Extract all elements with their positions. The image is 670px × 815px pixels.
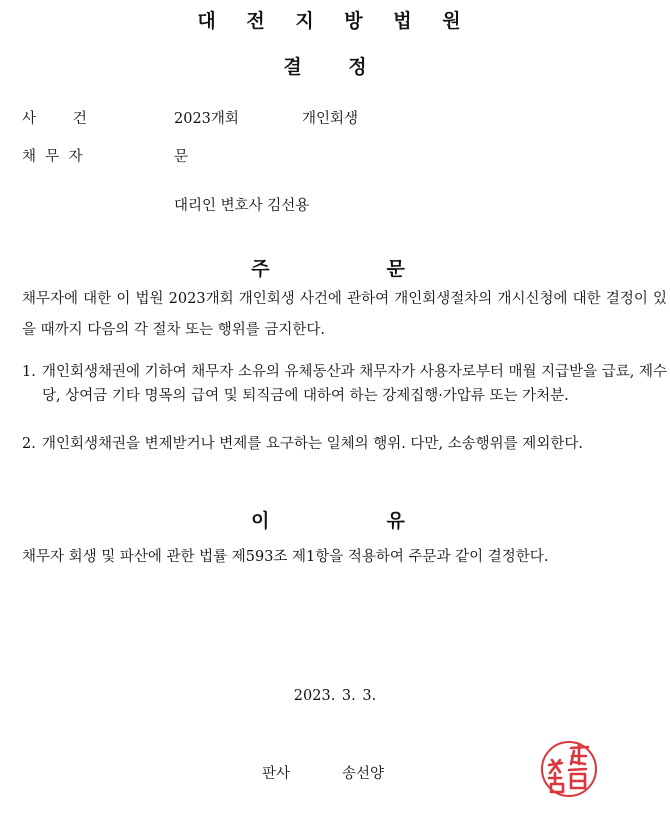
debtor-agent: 대리인 변호사 김선용: [174, 198, 310, 214]
order-item-text: 개인회생채권을 변제받거나 변제를 요구하는 일체의 행위. 다만, 소송행위를 제외한다.: [42, 436, 583, 452]
judge-name: 송선양: [342, 766, 385, 782]
case-type: 개인회생: [302, 111, 359, 127]
document-title: 결 정: [283, 56, 387, 78]
order-heading: 주 문: [251, 258, 419, 280]
order-intro: 채무자에 대한 이 법원 2023개회 개인회생 사건에 관하여 개인회생절차의 개시신청에 대한 결정이 있을 때까지 다음의 각 절차 또는 행위를 금지한다.: [22, 291, 667, 338]
order-item-text: 개인회생채권에 기하여 채무자 소유의 유체동산과 채무자가 사용자로부터 매월 지급받을 급료, 제수당, 상여금 기타 명목의 급여 및 퇴직금에 대하여 하는 강제집행·가압류 또는 가처분.: [42, 364, 667, 404]
reason-text: 채무자 회생 및 파산에 관한 법률 제593조 제1항을 적용하여 주문과 같이 결정한다.: [22, 549, 549, 565]
debtor-name: 문: [174, 149, 189, 165]
court-seal-icon: [538, 738, 600, 800]
decision-date: 2023. 3. 3.: [293, 688, 377, 704]
debtor-label: 채 무 자: [22, 149, 83, 165]
case-number: 2023개회: [174, 111, 239, 127]
case-label: 사 건: [22, 111, 87, 127]
reason-heading: 이 유: [251, 510, 419, 532]
order-item-2: [22, 432, 667, 456]
order-item-1: [22, 360, 667, 408]
order-item-number: 1.: [22, 364, 36, 380]
judge-title: 판사: [262, 766, 291, 782]
order-item-number: 2.: [22, 436, 36, 452]
court-name: 대 전 지 방 법 원: [197, 10, 473, 32]
